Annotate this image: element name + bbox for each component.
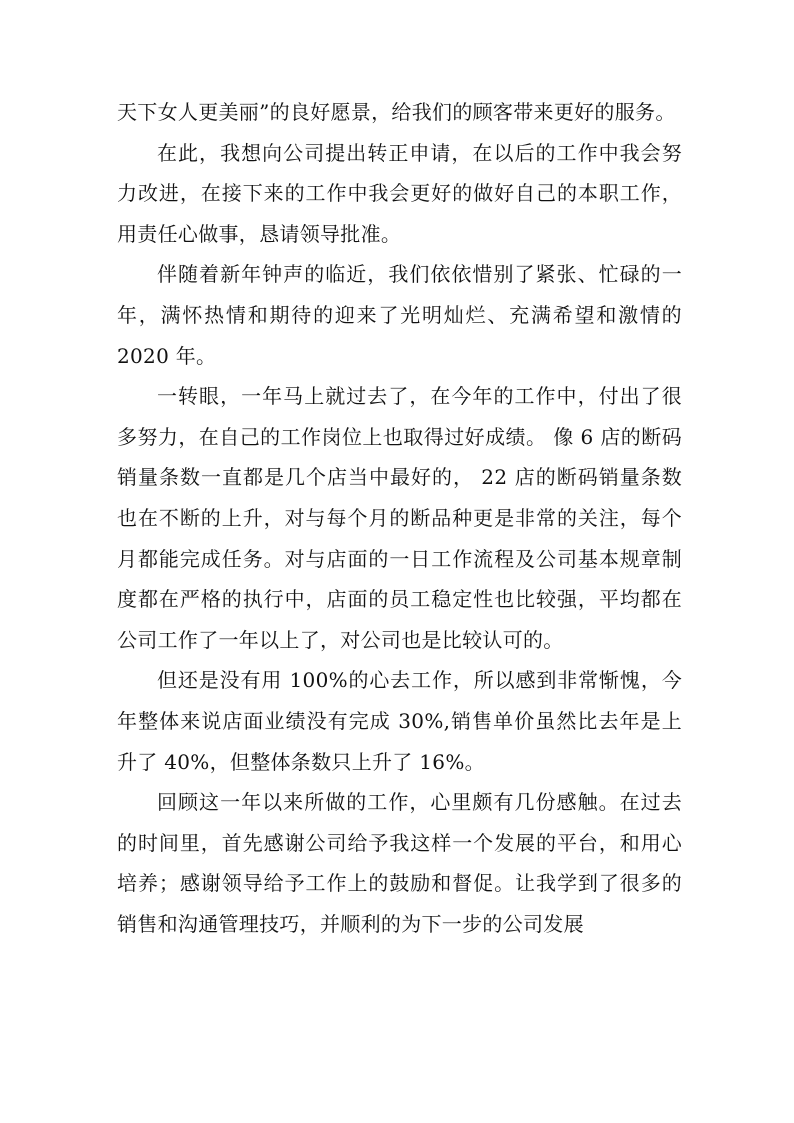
- paragraph-6: 回顾这一年以来所做的工作，心里颇有几份感触。在过去的时间里，首先感谢公司给予我这样一个发展的平台，和用心培养；感谢领导给予工作上的鼓励和督促。让我学到了很多的销售和沟通管理技巧，并顺利的为下一步的公司发展: [117, 790, 682, 936]
- document-body: [117, 92, 682, 944]
- paragraph-5: 但还是没有用 100%的心去工作，所以感到非常惭愧，今年整体来说店面业绩没有完成 30%,销售单价虽然比去年是上升了 40%，但整体条数只上升了 16%。: [117, 668, 682, 774]
- paragraph-3: 伴随着新年钟声的临近，我们依依惜别了紧张、忙碌的一年，满怀热情和期待的迎来了光明灿烂、充满希望和激情的 2020 年。: [117, 262, 682, 368]
- paragraph-4: 一转眼，一年马上就过去了，在今年的工作中，付出了很多努力，在自己的工作岗位上也取得过好成绩。 像 6 店的断码销量条数一直都是几个店当中最好的， 22 店的断码销量条数也在不断的上升，对与每个月的断品种更是非常的关注，每个月都能完成任务。对与店面的一日工作流程及公司基本规章制度都在严格的执行中，店面的员工稳定性也比较强，平均都在公司工作了一年以上了，对公司也是比较认可的。: [117, 384, 682, 652]
- paragraph-2: 在此，我想向公司提出转正申请，在以后的工作中我会努力改进，在接下来的工作中我会更好的做好自己的本职工作，用责任心做事，恳请领导批准。: [117, 140, 682, 246]
- paragraph-1: 天下女人更美丽”的良好愿景，给我们的顾客带来更好的服务。: [117, 100, 676, 124]
